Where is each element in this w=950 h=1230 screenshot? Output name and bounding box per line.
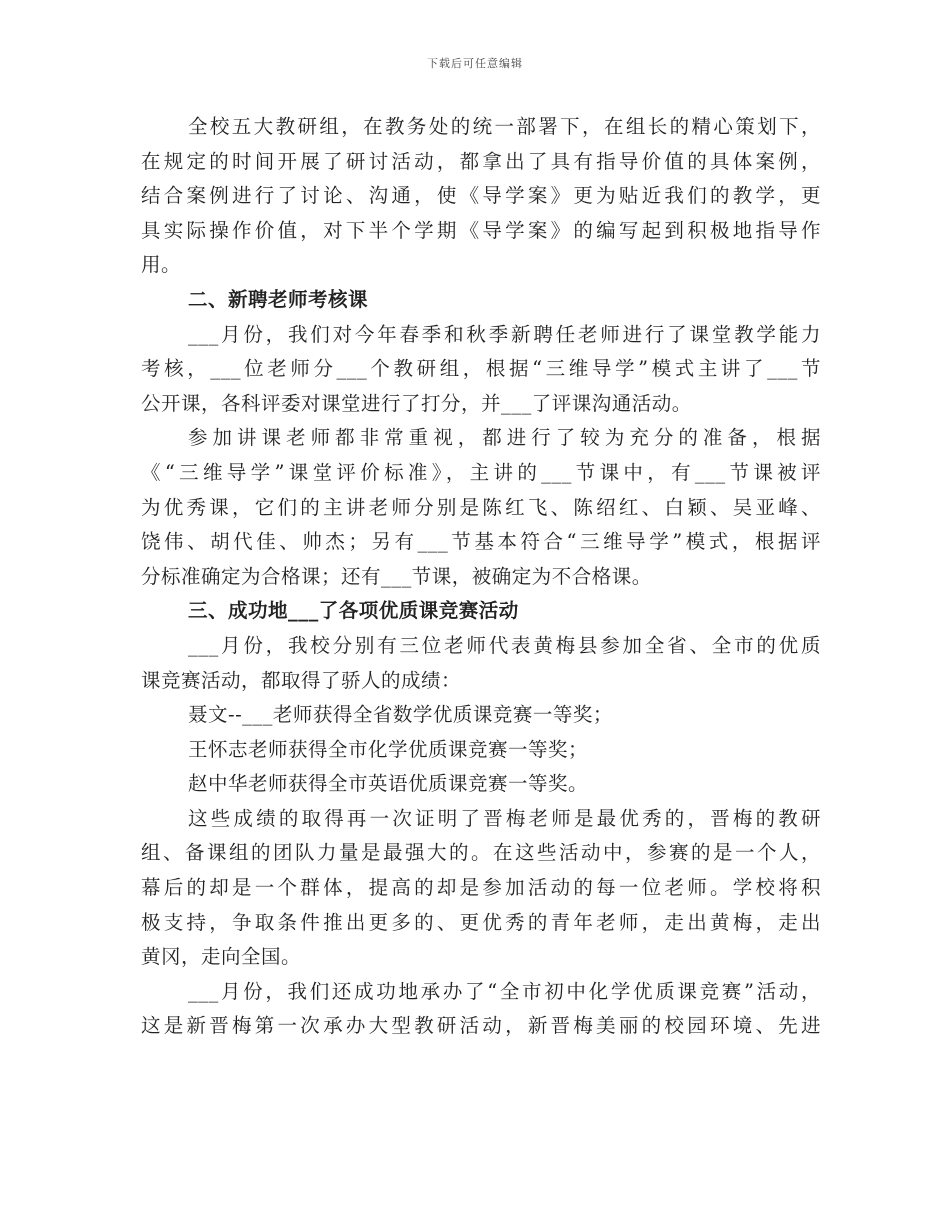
- section-heading: 二、新聘老师考核课: [188, 287, 369, 311]
- section-heading: 三、成功地___了各项优质课竞赛活动: [188, 599, 519, 623]
- paragraph-line: 参加讲课老师都非常重视，都进行了较为充分的准备，根据: [188, 426, 821, 450]
- paragraph-line: 组、备课组的团队力量是最强大的。在这些活动中，参赛的是一个人，: [141, 841, 821, 865]
- paragraph-line: 这是新晋梅第一次承办大型教研活动，新晋梅美丽的校园环境、先进: [141, 1014, 821, 1038]
- paragraph-line: ___月份，我校分别有三位老师代表黄梅县参加全省、全市的优质: [188, 633, 821, 657]
- paragraph-line: 《“三维导学”课堂评价标准》，主讲的___节课中，有___节课被评: [141, 460, 821, 484]
- page-header: 下载后可任意编辑: [427, 57, 523, 70]
- paragraph-line: 为优秀课，它们的主讲老师分别是陈红飞、陈绍红、白颖、吴亚峰、: [141, 495, 821, 519]
- paragraph-line: 幕后的却是一个群体，提高的却是参加活动的每一位老师。学校将积: [141, 876, 821, 900]
- paragraph-line: 结合案例进行了讨论、沟通，使《导学案》更为贴近我们的教学，更: [141, 184, 821, 208]
- paragraph-line: 这些成绩的取得再一次证明了晋梅老师是最优秀的，晋梅的教研: [188, 806, 821, 830]
- paragraph-line: 课竞赛活动，都取得了骄人的成绩：: [141, 668, 462, 692]
- award-line: 赵中华老师获得全市英语优质课竞赛一等奖。: [188, 772, 589, 796]
- paragraph-line: 用。: [141, 253, 182, 277]
- document-body: [141, 110, 821, 1044]
- paragraph-line: 黄冈，走向全国。: [141, 945, 302, 969]
- paragraph-line: 具实际操作价值，对下半个学期《导学案》的编写起到积极地指导作: [141, 218, 821, 242]
- paragraph-line: 极支持，争取条件推出更多的、更优秀的青年老师，走出黄梅，走出: [141, 910, 821, 934]
- paragraph-line: 考核，___位老师分___个教研组，根据“三维导学”模式主讲了___节: [141, 357, 821, 381]
- paragraph-line: 在规定的时间开展了研讨活动，都拿出了具有指导价值的具体案例，: [141, 149, 821, 173]
- paragraph-line: 全校五大教研组，在教务处的统一部署下，在组长的精心策划下，: [188, 115, 821, 138]
- paragraph-line: ___月份，我们对今年春季和秋季新聘任老师进行了课堂教学能力: [188, 322, 821, 346]
- paragraph-line: 公开课，各科评委对课堂进行了打分，并___了评课沟通活动。: [141, 391, 692, 415]
- award-line: 王怀志老师获得全市化学优质课竞赛一等奖；: [188, 737, 589, 761]
- paragraph-line: 分标准确定为合格课；还有___节课，被确定为不合格课。: [141, 564, 652, 588]
- paragraph-line: 饶伟、胡代佳、帅杰；另有___节基本符合“三维导学”模式，根据评: [141, 530, 821, 554]
- paragraph-line: ___月份，我们还成功地承办了“全市初中化学优质课竞赛”活动，: [188, 979, 821, 1003]
- award-line: 聂文--___老师获得全省数学优质课竞赛一等奖；: [188, 703, 613, 727]
